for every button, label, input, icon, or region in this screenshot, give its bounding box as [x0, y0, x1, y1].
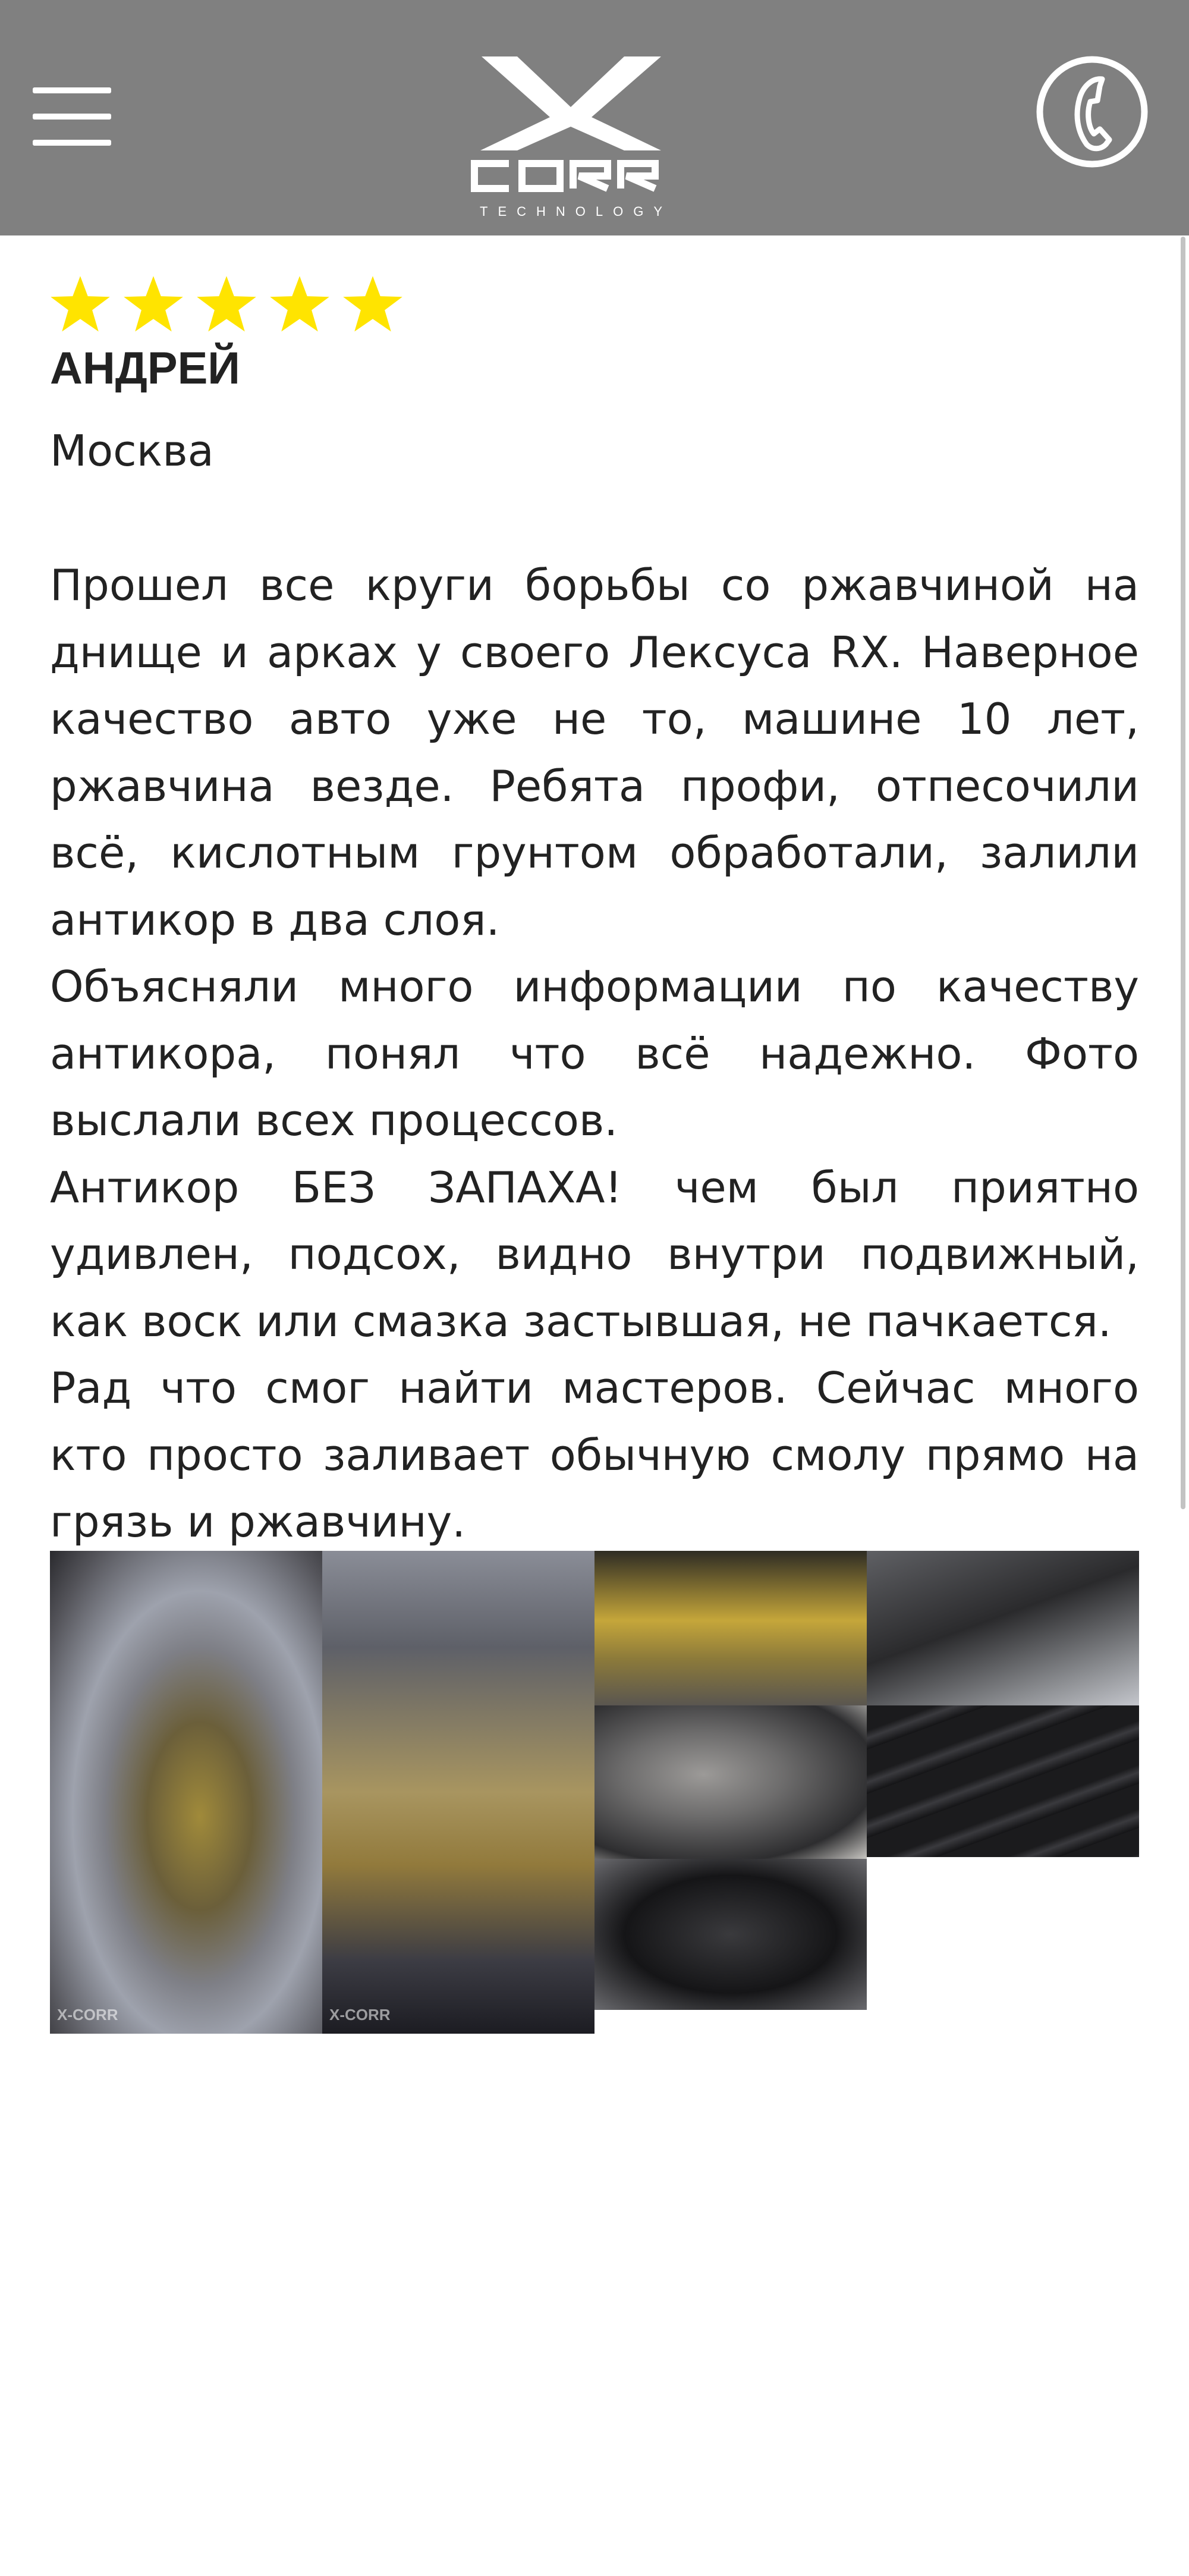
star-icon — [49, 274, 112, 337]
review-photo[interactable] — [50, 1551, 322, 2034]
review-paragraph: Объясняли много информации по качеству антикора, понял что всё надежно. Фото выслали всех процессов. — [50, 962, 1139, 1145]
review-photo[interactable] — [867, 1705, 1139, 1857]
xcorr-logo[interactable] — [470, 51, 672, 223]
menu-line — [33, 114, 111, 120]
hamburger-menu-icon[interactable] — [33, 83, 111, 150]
review-photo[interactable] — [594, 1551, 867, 1705]
review-text — [50, 552, 1139, 1556]
star-icon — [341, 274, 404, 337]
reviewer-city: Москва — [50, 426, 214, 476]
site-header — [0, 0, 1189, 235]
logo-tagline: TECHNOLOGY — [480, 204, 673, 219]
review-paragraph: Рад что смог найти мастеров. Сейчас много кто просто заливает обычную смолу прямо на грязь и ржавчину. — [50, 1363, 1139, 1547]
menu-line — [33, 140, 111, 146]
star-icon — [122, 274, 185, 337]
xcorr-logo-mark — [470, 51, 672, 199]
review-photo[interactable] — [594, 1705, 867, 1859]
photo-watermark: X-CORR — [57, 2006, 118, 2024]
phone-icon[interactable] — [1036, 55, 1149, 168]
reviewer-name: АНДРЕЙ — [50, 343, 240, 394]
photo-watermark: X-CORR — [329, 2006, 391, 2024]
review-photo[interactable] — [322, 1551, 594, 2034]
review-paragraph: Антикор БЕЗ ЗАПАХА! чем был приятно удивлен, подсох, видно внутри подвижный, как воск или смазка застывшая, не пачкается. — [50, 1162, 1139, 1346]
star-icon — [268, 274, 331, 337]
page-scrollbar[interactable] — [1181, 237, 1185, 1509]
review-photo[interactable] — [867, 1551, 1139, 1705]
review-photo[interactable] — [594, 1859, 867, 2010]
star-icon — [195, 274, 258, 337]
review-paragraph: Прошел все круги борьбы со ржавчиной на днище и арках у своего Лексуса RX. Наверное качество авто уже не то, машине 10 лет, ржавчина везде. Ребята профи, отпесочили всё, кислотным грунтом обработали, залили антикор в два слоя. — [50, 560, 1139, 945]
menu-line — [33, 87, 111, 93]
